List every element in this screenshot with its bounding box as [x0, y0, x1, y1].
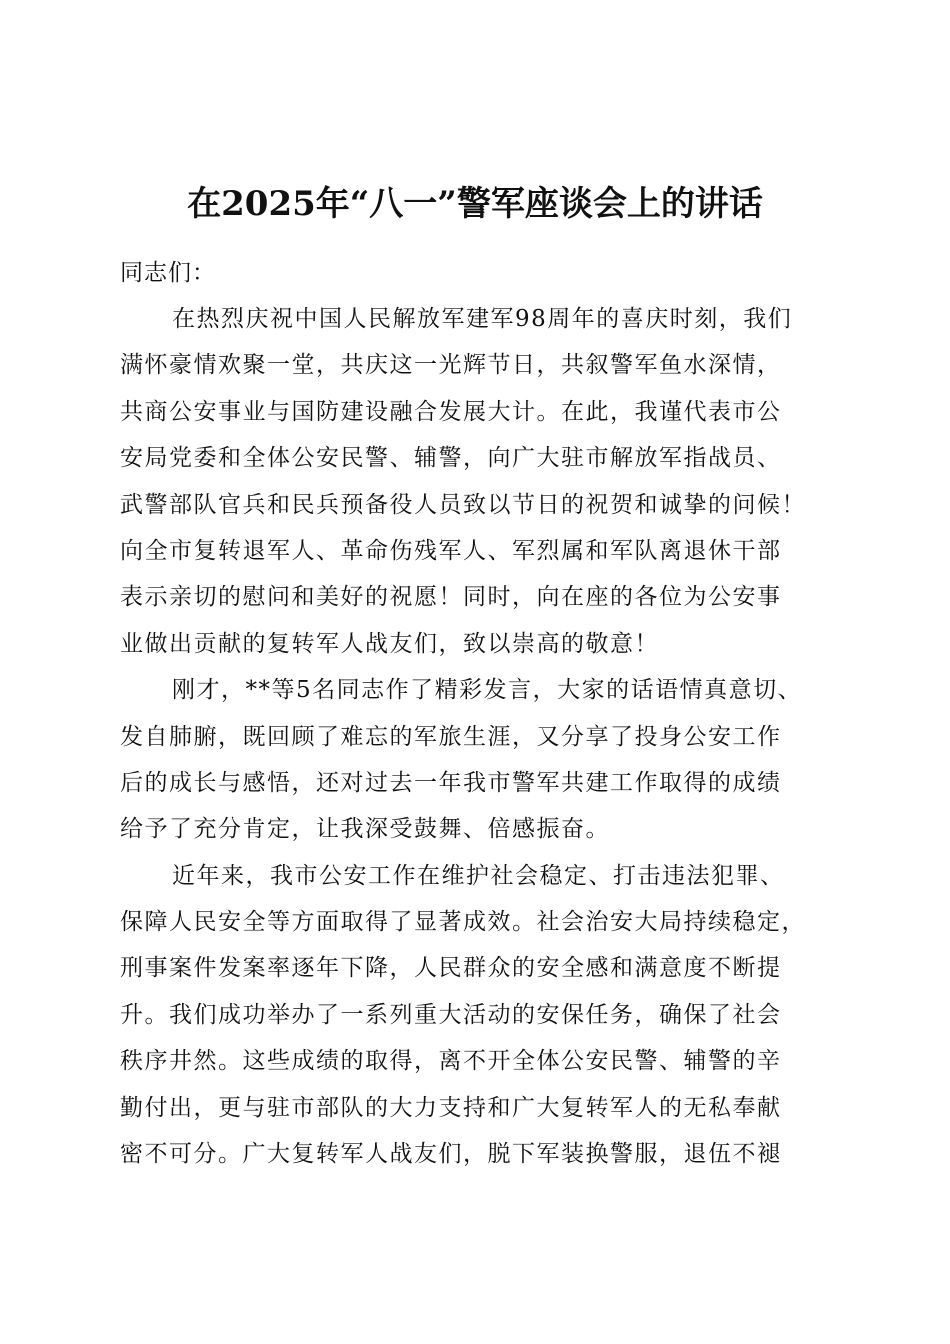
text-line: 保障人民安全等方面取得了显著成效。社会治安大局持续稳定， — [120, 909, 806, 936]
text-line: 近年来，我市公安工作在维护社会稳定、打击违法犯罪、 — [172, 862, 785, 889]
text-line: 秩序井然。这些成绩的取得，离不开全体公安民警、辅警的辛 — [120, 1048, 782, 1075]
text-line: 升。我们成功举办了一系列重大活动的安保任务，确保了社会 — [120, 1001, 782, 1028]
text-line: 安局党委和全体公安民警、辅警，向广大驻市解放军指战员、 — [120, 445, 782, 472]
text-line: 向全市复转退军人、革命伤残军人、军烈属和军队离退休干部 — [120, 537, 782, 564]
paragraph-1 — [120, 296, 832, 667]
text-line: 密不可分。广大复转军人战友们，脱下军装换警服，退伍不褪 — [120, 1141, 782, 1168]
paragraph-3 — [120, 853, 832, 1178]
text-line: 共商公安事业与国防建设融合发展大计。在此，我谨代表市公 — [120, 398, 782, 425]
document-body — [120, 250, 832, 1177]
text-line: 发自肺腑，既回顾了难忘的军旅生涯，又分享了投身公安工作 — [120, 723, 782, 750]
text-line: 刚才，**等5名同志作了精彩发言，大家的话语情真意切、 — [172, 677, 803, 704]
text-line: 表示亲切的慰问和美好的祝愿！同时，向在座的各位为公安事 — [120, 584, 782, 611]
text-line: 在热烈庆祝中国人民解放军建军98周年的喜庆时刻，我们 — [172, 306, 793, 332]
text-line: 业做出贡献的复转军人战友们，致以崇高的敬意！ — [120, 630, 659, 657]
paragraph-2 — [120, 667, 832, 853]
text-line: 给予了充分肯定，让我深受鼓舞、倍感振奋。 — [120, 816, 610, 843]
salutation: 同志们： — [120, 260, 216, 286]
document-title: 在2025年“八一”警军座谈会上的讲话 — [187, 184, 763, 224]
text-line: 满怀豪情欢聚一堂，共庆这一光辉节日，共叙警军鱼水深情， — [120, 352, 782, 379]
text-line: 后的成长与感悟，还对过去一年我市警军共建工作取得的成绩 — [120, 769, 782, 796]
text-line: 武警部队官兵和民兵预备役人员致以节日的祝贺和诚挚的问候！ — [120, 491, 806, 518]
text-line: 刑事案件发案率逐年下降，人民群众的安全感和满意度不断提 — [120, 955, 782, 982]
text-line: 勤付出，更与驻市部队的大力支持和广大复转军人的无私奉献 — [120, 1094, 782, 1121]
